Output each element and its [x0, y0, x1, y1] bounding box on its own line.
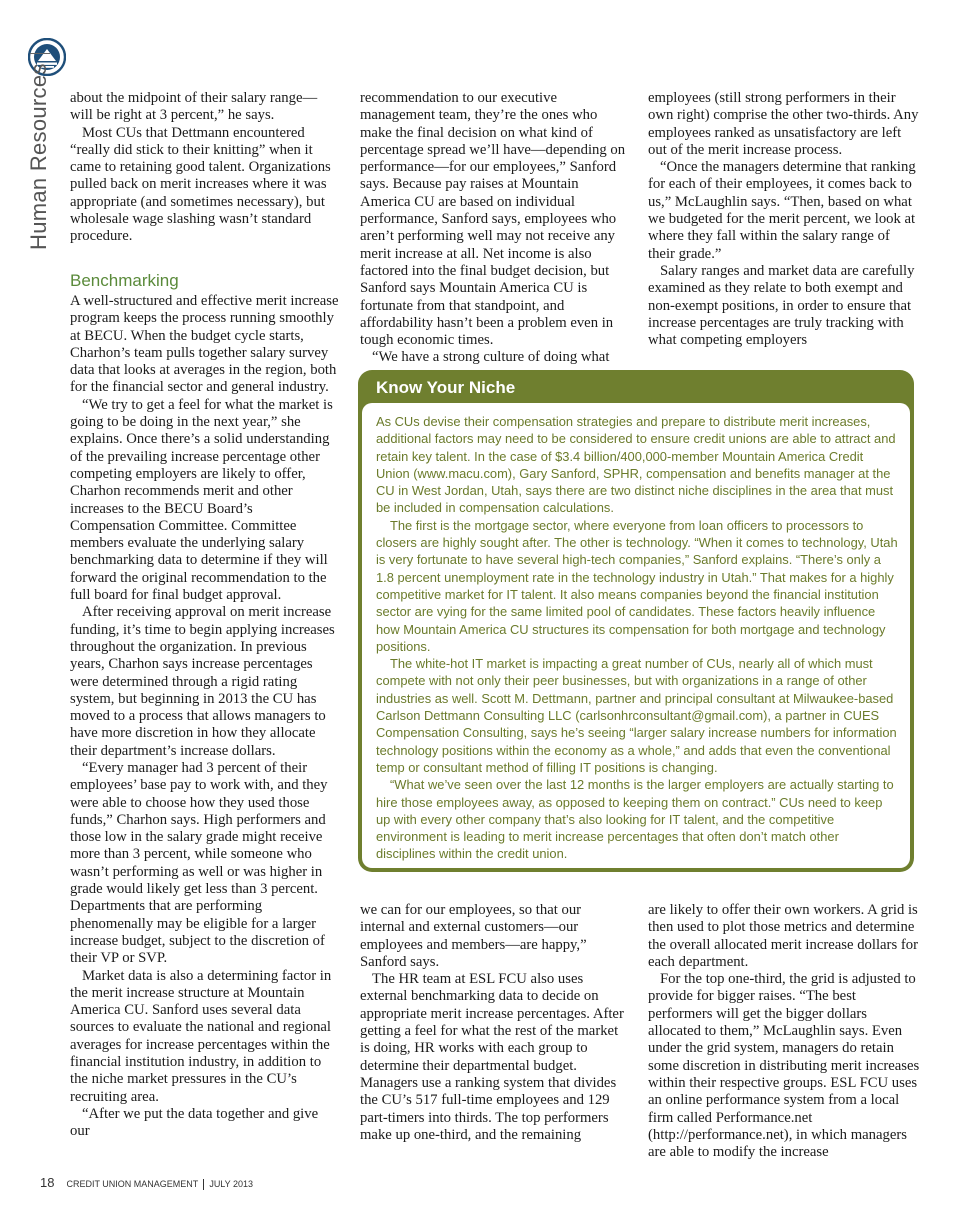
page-footer [40, 1175, 253, 1190]
issue-date: JULY 2013 [209, 1179, 254, 1189]
sidebar-paragraph: The white-hot IT market is impacting a great number of CUs, nearly all of which must compete with not only their peer businesses, but with organizations in a range of other industries as well. Scott M. Dettmann, partner and principal consultant at Milwaukee-based Carlson Dettmann Consulting LLC (carlsonhrconsultant@gmail.com), a partner in CUES Compensation Consulting, says he’s seeing “larger salary increase numbers for information technology positions within the economy as a whole,” and adds that even the conventional temp or consultant method of filling IT positions is changing. [376, 656, 897, 775]
paragraph: Market data is also a determining factor in the merit increase structure at Mountain America CU. Sanford uses several data sources to evaluate the national and regional averages for increase percentages within the financial institution industry, in addition to the niche market pressures in the CU’s recruiting area. [70, 967, 332, 1105]
sidebar-box [358, 370, 914, 872]
sidebar-body [362, 403, 910, 868]
paragraph: The HR team at ESL FCU also uses external benchmarking data to decide on appropriate merit increase percentages. After getting a feel for what the rest of the market is doing, HR works with each group to determine their departmental budget. Managers use a ranking system that divides the CU’s 517 full-time employees and 129 part-timers into thirds. The top performers make up one-third, and the remaining [360, 971, 624, 1143]
column-1 [70, 90, 340, 1141]
paragraph: we can for our employees, so that our internal and external customers—our employees and members—are happy,” Sanford says. [360, 902, 587, 970]
sidebar-paragraph: The first is the mortgage sector, where everyone from loan officers to processors to closers are highly sought after. The other is technology. “When it comes to technology, Utah is very fortunate to have several high-tech companies,” Sanford explains. “There’s only a 1.8 percent unemployment rate in the technology industry in Utah.” That makes for a highly competitive market for IT talent. It also means companies beyond the financial institution sector are vying for the same limited pool of candidates. These factors heavily influence how Mountain America CU structures its compensation for both mortgage and technology positions. [376, 517, 898, 654]
paragraph: A well-structured and effective merit increase program keeps the process running smoothly at BECU. When the budget cycle starts, Charhon’s team pulls together salary survey data that looks at averages in the region, both for the financial sector and general industry. [70, 292, 339, 396]
paragraph: are likely to offer their own workers. A grid is then used to plot those metrics and determine the overall allocated merit increase dollars for each department. [648, 902, 918, 970]
paragraph: Most CUs that Dettmann encountered “really did stick to their knitting” when it came to retaining good talent. Organizations pulled back on merit increases where it was appropriate (and sometimes necessary), but wholesale wage slashing wasn’t standard procedure. [70, 124, 331, 245]
sidebar-paragraph: “What we’ve seen over the last 12 months is the larger employers are actually starting to hire those employees away, as opposed to keeping them on contract.” CUs need to keep up with every other company that’s also looking for IT talent, and the competitive environment is leading to merit increase percentages that often don’t match other disciplines within the credit union. [376, 777, 894, 862]
paragraph: “We try to get a feel for what the market is going to be doing in the next year,” she explains. Once there’s a solid understanding of the prevailing increase percentage other competing employers are likely to offer, Charhon recommends merit and other increases to the BECU Board’s Compensation Committee. Committee members evaluate the underlying salary benchmarking data to determine if they will forward the original recommendation to the full board for final budget approval. [70, 396, 333, 604]
paragraph: “Every manager had 3 percent of their employees’ base pay to work with, and they were able to choose how they used those funds,” Charhon says. High performers and those low in the salary grade might receive more than 3 percent, while someone who wasn’t performing as well or was higher in grade would likely get less than 3 percent. Departments that are performing phenomenally may be eligible for a larger increase budget, subject to the discretion of their VP or SVP. [70, 759, 328, 967]
paragraph: “Once the managers determine that ranking for each of their employees, it comes back to us,” McLaughlin says. “Then, based on what we budgeted for the merit percent, we look at where they fall within the salary range of their grade.” [648, 159, 916, 262]
paragraph: employees (still strong performers in their own right) comprise the other two-thirds. Any employees ranked as unsatisfactory are left out of the merit increase process. [648, 90, 919, 158]
column-2-top [360, 90, 628, 367]
column-3-bottom [648, 902, 920, 1161]
section-label: Human Resources [26, 53, 52, 250]
column-2-bottom [360, 902, 628, 1144]
paragraph: “We have a strong culture of doing what [372, 349, 610, 366]
paragraph: Salary ranges and market data are carefully examined as they relate to both exempt and non-exempt positions, in order to ensure that increase percentages are truly tracking with what competing employers [648, 262, 915, 349]
paragraph: recommendation to our executive management team, they’re the ones who make the final decision on what kind of percentage spread we’ll have—depending on performance—for our employees,” Sanford says. Because pay raises at Mountain America CU are based on individual performance, Sanford says, employees who aren’t performing well may not receive any merit increase at all. Net income is also factored into the final budget decision, but Sanford says Mountain America CU is fortunate from that standpoint, and affordability hasn’t been a problem even in tough economic times. [360, 90, 626, 349]
sidebar-paragraph: As CUs devise their compensation strategies and prepare to distribute merit increases, additional factors may need to be considered to ensure credit unions are able to attract and retain key talent. In the case of $3.4 billion/400,000-member Mountain America Credit Union (www.macu.com), Gary Sanford, SPHR, compensation and benefits manager at the CU in West Jordan, Utah, says there are two distinct niche disciplines in the area that must be included in compensation calculations. [376, 414, 896, 516]
publication-name: CREDIT UNION MANAGEMENT [66, 1179, 199, 1189]
paragraph: about the midpoint of their salary range—will be right at 3 percent,” he says. [70, 90, 318, 124]
paragraph: For the top one-third, the grid is adjusted to provide for bigger raises. “The best performers will get the bigger dollars allocated to them,” McLaughlin says. Even under the grid system, managers do retain some discretion in distributing merit increases within their respective groups. ESL FCU uses an online performance system from a local firm called Performance.net (http://performance.net), in which managers are able to modify the increase [648, 971, 920, 1161]
section-heading: Benchmarking [70, 270, 179, 290]
column-3-top [648, 90, 920, 349]
paragraph: “After we put the data together and give our [70, 1105, 319, 1140]
sidebar-title: Know Your Niche [376, 378, 516, 397]
paragraph: After receiving approval on merit increase funding, it’s time to begin applying increases throughout the organization. In previous years, Charhon says increase percentages were determined through a rigid rating system, but beginning in 2013 the CU has moved to a process that allows managers to have more discretion in how they allocate their department’s increase dollars. [70, 604, 335, 759]
page-number: 18 [40, 1175, 55, 1190]
